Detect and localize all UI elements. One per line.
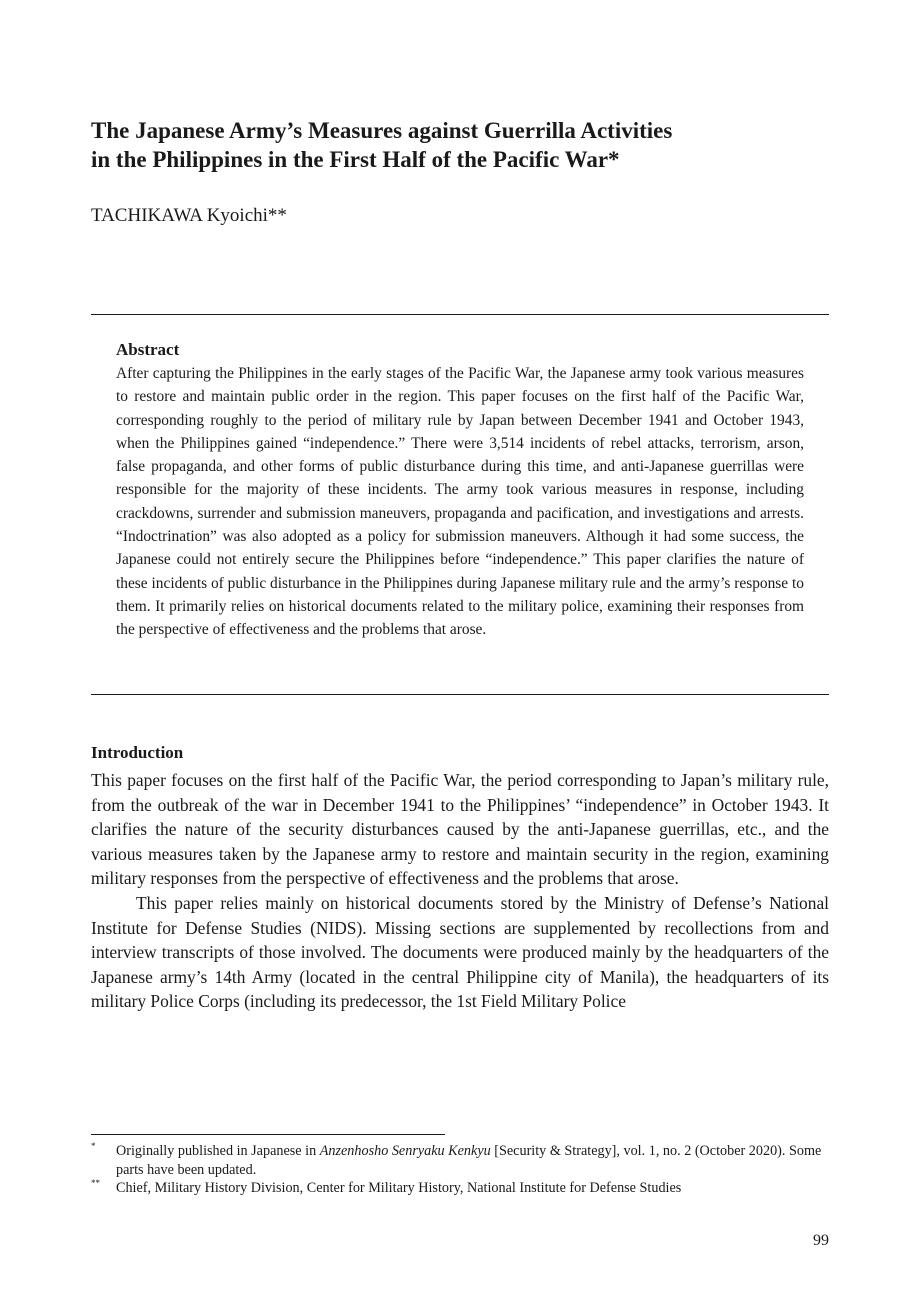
footnote-1-text-after: [Security & Strategy], vol. 1, no. 2 (October 2020). Some parts have been updated.	[116, 1143, 822, 1178]
footnote-1-journal-title: Anzenhosho Senryaku Kenkyu	[319, 1143, 491, 1159]
footnote-rule	[91, 1134, 445, 1135]
paper-page	[91, 0, 829, 1300]
abstract-top-rule	[91, 314, 829, 315]
introduction-section	[91, 741, 829, 1014]
abstract-heading: Abstract	[116, 340, 180, 359]
footnote-2-mark: **	[91, 1178, 100, 1188]
footnotes	[91, 1142, 829, 1198]
footnote-1-text-before: Originally published in Japanese in	[116, 1143, 320, 1159]
paper-title-line-2: in the Philippines in the First Half of the Pacific War*	[91, 147, 620, 172]
footnote-2	[91, 1179, 829, 1198]
footnote-2-text: Chief, Military History Division, Center for Military History, National Institute for Defense Studies	[116, 1180, 682, 1196]
paper-title-line-1: The Japanese Army’s Measures against Guerrilla Activities	[91, 118, 673, 143]
introduction-paragraph-2: This paper relies mainly on historical documents stored by the Ministry of Defense’s National Institute for Defense Studies (NIDS). Missing sections are supplemented by recollections from and interview transcripts of those involved. The documents were produced mainly by the headquarters of the Japanese army’s 14th Army (located in the central Philippine city of Manila), the headquarters of its military Police Corps (including its predecessor, the 1st Field Military Police	[91, 892, 829, 1012]
footnote-1-mark: *	[91, 1141, 96, 1151]
abstract-section	[116, 339, 804, 642]
paper-title	[91, 116, 829, 174]
footnote-1	[91, 1142, 829, 1179]
abstract-body: After capturing the Philippines in the early stages of the Pacific War, the Japanese army took various measures to restore and maintain public order in the region. This paper focuses on the first half of the Pacific War, corresponding roughly to the period of military rule by Japan between December 1941 and October 1943, when the Philippines gained “independence.” There were 3,514 incidents of rebel attacks, terrorism, arson, false propaganda, and other forms of public disturbance during this time, and anti-Japanese guerrillas were responsible for the majority of these incidents. The army took various measures in response, including crackdowns, surrender and submission maneuvers, propaganda and pacification, and investigations and arrests. “Indoctrination” was also adopted as a policy for submission maneuvers. Although it had some success, the Japanese could not entirely secure the Philippines before “independence.” This paper clarifies the nature of these incidents of public disturbance in the Philippines during Japanese military rule and the army’s response to them. It primarily relies on historical documents related to the military police, examining their responses from the perspective of effectiveness and the problems that arose.	[116, 365, 804, 639]
author-name: TACHIKAWA Kyoichi**	[91, 205, 287, 226]
introduction-heading: Introduction	[91, 743, 184, 762]
introduction-paragraph-1: This paper focuses on the first half of the Pacific War, the period corresponding to Japan’s military rule, from the outbreak of the war in December 1941 to the Philippines’ “independence” in October 1943. It clarifies the nature of the security disturbances caused by the anti-Japanese guerrillas, etc., and the various measures taken by the Japanese army to restore and maintain security in the region, examining military responses from the perspective of effectiveness and the problems that arose.	[91, 770, 829, 889]
page-number: 99	[813, 1232, 829, 1249]
abstract-bottom-rule	[91, 694, 829, 695]
